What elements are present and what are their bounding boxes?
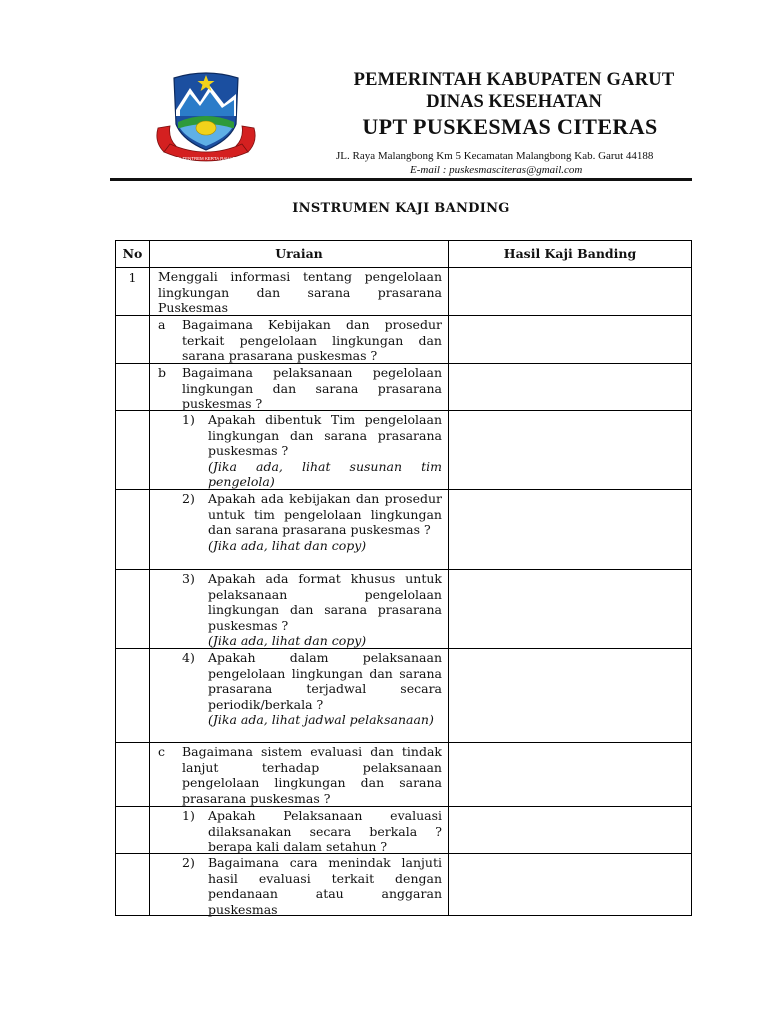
row-marker: 2) <box>182 855 195 870</box>
result-cell[interactable] <box>449 410 692 489</box>
row-body <box>208 571 442 649</box>
result-cell[interactable] <box>449 853 692 915</box>
garut-regency-emblem <box>150 66 262 170</box>
result-cell[interactable] <box>449 267 692 315</box>
result-cell[interactable] <box>449 806 692 853</box>
table-row <box>116 569 692 649</box>
row-text: Apakah dalam pelaksanaan pengelolaan lingkungan dan sarana prasarana terjadwal secara periodik/berkala ? <box>208 650 442 712</box>
row-marker: 1) <box>182 412 195 427</box>
institution-name: UPT PUSKESMAS CITERAS <box>362 114 658 139</box>
table-row <box>116 267 692 316</box>
row-text: Apakah ada kebijakan dan prosedur untuk tim pengelolaan lingkungan dan sarana prasarana puskesmas ? <box>208 491 442 538</box>
row-text: Bagaimana sistem evaluasi dan tindak lanjut terhadap pelaksanaan pengelolaan lingkungan dan sarana prasarana puskesmas ? <box>182 744 442 806</box>
result-cell[interactable] <box>449 489 692 569</box>
result-cell[interactable] <box>449 742 692 806</box>
row-text: Apakah Pelaksanaan evaluasi dilaksanakan secara berkala ? berapa kali dalam setahun ? <box>208 808 442 855</box>
table-row <box>116 742 692 807</box>
table-row <box>116 648 692 743</box>
row-note: (Jika ada, lihat dan copy) <box>208 633 367 649</box>
table-row <box>116 315 692 364</box>
row-body <box>208 412 442 490</box>
row-marker: 4) <box>182 650 195 665</box>
row-note: (Jika ada, lihat dan copy) <box>208 537 367 553</box>
row-text: Menggali informasi tentang pengelolaan lingkungan dan sarana prasarana Puskesmas <box>158 269 442 316</box>
letterhead-divider <box>110 178 692 181</box>
row-marker: a <box>158 317 166 332</box>
table-row <box>116 853 692 916</box>
row-marker: 1) <box>182 808 195 823</box>
row-body <box>208 491 442 553</box>
row-text: Bagaimana cara menindak lanjuti hasil evaluasi terkait dengan pendanaan atau anggaran puskesmas <box>208 855 442 917</box>
government-name: PEMERINTAH KABUPATEN GARUT <box>353 70 675 90</box>
result-cell[interactable] <box>449 315 692 363</box>
table-row <box>116 806 692 854</box>
row-marker: c <box>158 744 166 759</box>
row-text: Apakah ada format khusus untuk pelaksanaan pengelolaan lingkungan dan sarana prasarana puskesmas ? <box>208 571 442 633</box>
table-row <box>116 489 692 570</box>
result-cell[interactable] <box>449 648 692 742</box>
row-text: Apakah dibentuk Tim pengelolaan lingkungan dan sarana prasarana puskesmas ? <box>208 412 442 459</box>
result-cell[interactable] <box>449 363 692 410</box>
header-uraian: Uraian <box>275 246 323 261</box>
email-line: E-mail : puskesmasciteras@gmail.com <box>410 164 583 176</box>
department-name: DINAS KESEHATAN <box>426 92 602 112</box>
row-text: Bagaimana Kebijakan dan prosedur terkait pengelolaan lingkungan dan sarana prasarana puskesmas ? <box>182 317 442 364</box>
comparison-table <box>115 240 692 916</box>
header-hasil: Hasil Kaji Banding <box>503 246 637 261</box>
row-note: (Jika ada, lihat jadwal pelaksanaan) <box>208 712 434 728</box>
row-body <box>208 650 442 728</box>
result-cell[interactable] <box>449 569 692 648</box>
row-number: 1 <box>128 270 137 285</box>
table-header-row <box>116 241 692 268</box>
row-marker: 3) <box>182 571 195 586</box>
table-row <box>116 363 692 411</box>
table-row <box>116 410 692 490</box>
document-title: INSTRUMEN KAJI BANDING <box>292 201 510 216</box>
address-line: JL. Raya Malangbong Km 5 Kecamatan Malangbong Kab. Garut 44188 <box>336 150 654 162</box>
row-marker: b <box>158 365 167 380</box>
emblem-motto: TATA TENTREM KERTA RAHARJA <box>171 156 241 161</box>
row-note: (Jika ada, lihat susunan tim pengelola) <box>208 458 442 490</box>
row-marker: 2) <box>182 491 195 506</box>
row-text: Bagaimana pelaksanaan pegelolaan lingkungan dan sarana prasarana puskesmas ? <box>182 365 442 412</box>
header-no: No <box>122 246 143 261</box>
